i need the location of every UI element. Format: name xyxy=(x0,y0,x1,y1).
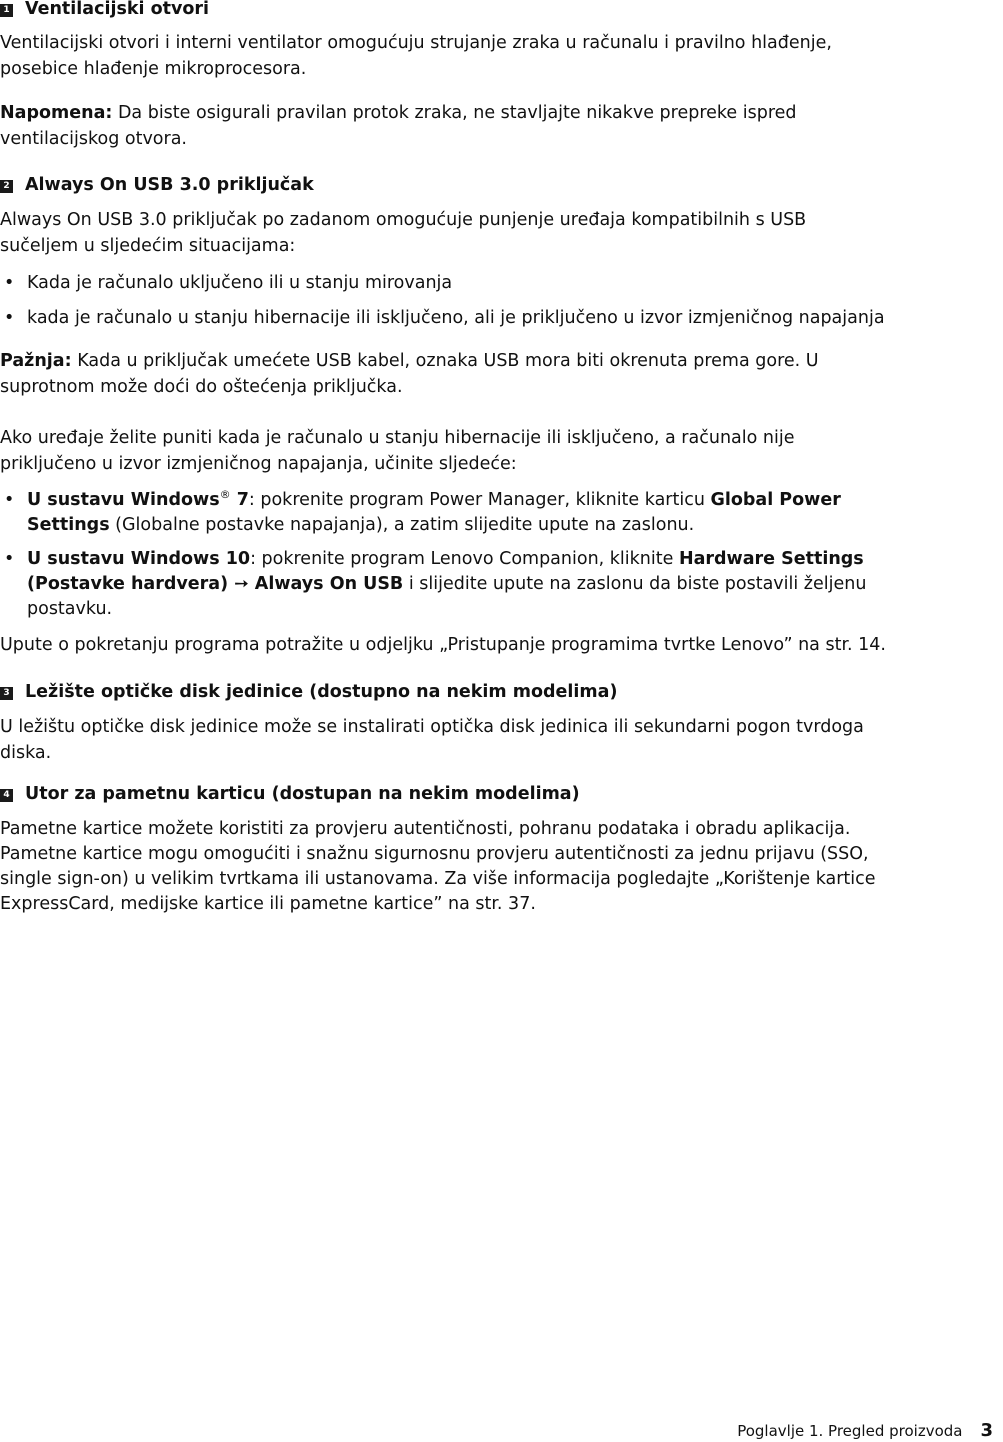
section-title: Ventilacijski otvori xyxy=(25,0,210,19)
paragraph-line: diska. xyxy=(0,743,52,763)
paragraph-line: priključeno u izvor izmjeničnog napajanja, učinite sljedeće: xyxy=(0,454,517,474)
paragraph-line: posebice hlađenje mikroprocesora. xyxy=(0,59,307,79)
arrow-right-icon: ➙ xyxy=(234,574,249,594)
list-item-win10 xyxy=(27,546,864,572)
chapter-label: Poglavlje 1. Pregled proizvoda xyxy=(737,1422,963,1440)
paragraph-line: U ležištu optičke disk jedinice može se instalirati optička disk jedinica ili sekundarni pogon tvrdoga xyxy=(0,717,864,737)
paragraph-line: Pametne kartice mogu omogućiti i snažnu sigurnosnu provjeru autentičnosti za jednu prijavu (SSO, xyxy=(0,844,869,864)
paragraph-line: single sign-on) u velikim tvrtkama ili ustanovama. Za više informacija pogledajte „Korištenje kartice xyxy=(0,869,876,889)
list-item-win7-cont xyxy=(27,512,694,538)
callout-number-2: 2 xyxy=(0,180,13,193)
list-item-win10-cont xyxy=(27,571,866,597)
page-number: 3 xyxy=(980,1420,993,1441)
paragraph-line: Ako uređaje želite puniti kada je računalo u stanju hibernacije ili isključeno, a računalo nije xyxy=(0,428,795,448)
registered-mark: ® xyxy=(219,488,231,502)
paragraph-line: sučeljem u sljedećim situacijama: xyxy=(0,236,296,256)
warning-line: suprotnom može doći do oštećenja priključka. xyxy=(0,377,403,397)
text: : pokrenite program Lenovo Companion, kliknite xyxy=(250,549,679,569)
section-title: Always On USB 3.0 priključak xyxy=(25,175,314,195)
paragraph-line: Always On USB 3.0 priključak po zadanom omogućuje punjenje uređaja kompatibilnih s USB xyxy=(0,210,807,230)
paragraph-line: Ventilacijski otvori i interni ventilator omogućuju strujanje zraka u računalu i pravilno hlađenje, xyxy=(0,33,832,53)
reference-line: Upute o pokretanju programa potražite u odjeljku „Pristupanje programima tvrtke Lenovo” na str. 14. xyxy=(0,635,886,655)
bold-text: U sustavu Windows xyxy=(27,490,220,510)
bold-text: U sustavu Windows 10 xyxy=(27,549,251,569)
section-heading-smart-card xyxy=(0,781,580,807)
callout-number-1: 1 xyxy=(0,4,13,17)
list-item: Kada je računalo uključeno ili u stanju mirovanja xyxy=(27,273,453,293)
list-item-win7 xyxy=(27,487,841,513)
list-item-win10-cont: postavku. xyxy=(27,599,113,619)
warning-label: Pažnja: xyxy=(0,351,72,371)
section-heading-optical-bay xyxy=(0,679,617,705)
warning-text: Kada u priključak umećete USB kabel, oznaka USB mora biti okrenuta prema gore. U xyxy=(77,351,819,371)
text: i slijedite upute na zaslonu da biste postavili željenu xyxy=(403,574,867,594)
note-line: ventilacijskog otvora. xyxy=(0,129,187,149)
note-line xyxy=(0,100,797,126)
bullet-dot: • xyxy=(4,549,15,569)
section-heading-usb xyxy=(0,172,314,198)
section-title: Utor za pametnu karticu (dostupan na nekim modelima) xyxy=(25,784,580,804)
text: (Globalne postavke napajanja), a zatim slijedite upute na zaslonu. xyxy=(109,515,695,535)
callout-number-3: 3 xyxy=(0,687,13,700)
section-heading-ventilation xyxy=(0,0,209,22)
bold-text: Always On USB xyxy=(254,574,404,594)
bold-text: Hardware Settings xyxy=(678,549,864,569)
note-text: Da biste osigurali pravilan protok zraka, ne stavljajte nikakve prepreke ispred xyxy=(117,103,797,123)
bold-text: Global Power xyxy=(710,490,841,510)
text: : pokrenite program Power Manager, kliknite karticu xyxy=(248,490,711,510)
page-footer xyxy=(737,1420,993,1442)
bullet-dot: • xyxy=(4,308,15,328)
callout-number-4: 4 xyxy=(0,789,13,802)
bold-text: (Postavke hardvera) xyxy=(27,574,229,594)
bullet-dot: • xyxy=(4,273,15,293)
note-label: Napomena: xyxy=(0,103,113,123)
bold-text: 7 xyxy=(230,490,249,510)
bold-text: Settings xyxy=(27,515,110,535)
paragraph-line: ExpressCard, medijske kartice ili pametne kartice” na str. 37. xyxy=(0,894,536,914)
warning-line xyxy=(0,348,819,374)
section-title: Ležište optičke disk jedinice (dostupno na nekim modelima) xyxy=(25,682,618,702)
paragraph-line: Pametne kartice možete koristiti za provjeru autentičnosti, pohranu podataka i obradu aplikacija. xyxy=(0,819,851,839)
list-item: kada je računalo u stanju hibernacije ili isključeno, ali je priključeno u izvor izmjeničnog napajanja xyxy=(27,308,885,328)
bullet-dot: • xyxy=(4,490,15,510)
